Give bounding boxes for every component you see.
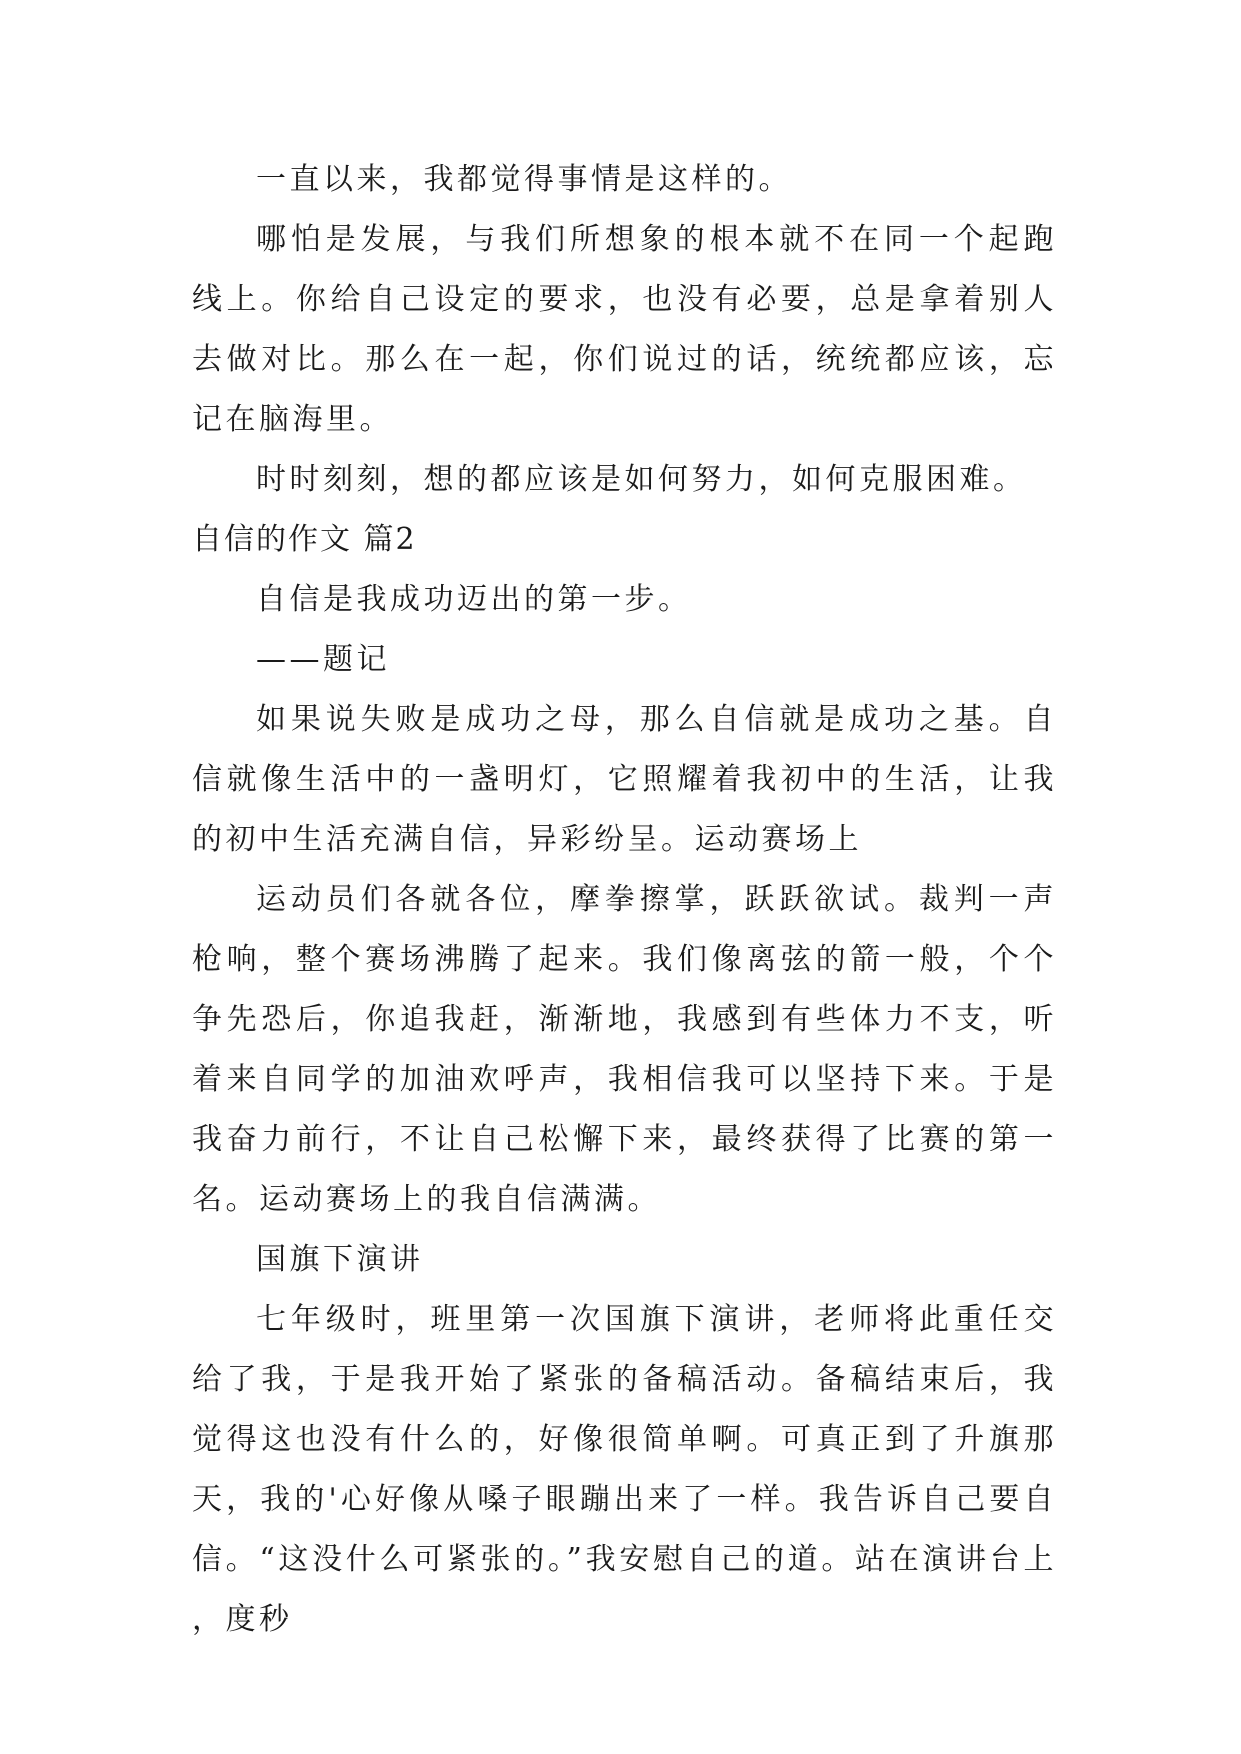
paragraph: 运动员们各就各位，摩拳擦掌，跃跃欲试。裁判一声枪响，整个赛场沸腾了起来。我们像离弦的箭一般，个个争先恐后，你追我赶，渐渐地，我感到有些体力不支，听着来自同学的加油欢呼声，我相信我可以坚持下来。于是我奋力前行，不让自己松懈下来，最终获得了比赛的第一名。运动赛场上的我自信满满。 xyxy=(192,882,1057,1217)
paragraph: 七年级时，班里第一次国旗下演讲，老师将此重任交给了我，于是我开始了紧张的备稿活动。备稿结束后，我觉得这也没有什么的，好像很简单啊。可真正到了升旗那天，我的'心好像从嗓子眼蹦出来了一样。我告诉自己要自信。“这没什么可紧张的。”我安慰自己的道。站在演讲台上，度秒 xyxy=(192,1302,1057,1637)
paragraph: 如果说失败是成功之母，那么自信就是成功之基。自信就像生活中的一盏明灯，它照耀着我初中的生活，让我的初中生活充满自信，异彩纷呈。运动赛场上 xyxy=(192,702,1057,857)
paragraph: 自信是我成功迈出的第一步。 xyxy=(256,582,692,617)
paragraph: 时时刻刻，想的都应该是如何努力，如何克服困难。 xyxy=(256,462,1027,497)
paragraph: 哪怕是发展，与我们所想象的根本就不在同一个起跑线上。你给自己设定的要求，也没有必要，总是拿着别人去做对比。那么在一起，你们说过的话，统统都应该，忘记在脑海里。 xyxy=(192,222,1057,437)
subheading: 国旗下演讲 xyxy=(256,1242,424,1277)
paragraph: 一直以来，我都觉得事情是这样的。 xyxy=(256,162,792,197)
epigraph-attribution: ——题记 xyxy=(256,642,390,677)
section-heading: 自信的作文 篇2 xyxy=(192,522,417,557)
document-body xyxy=(192,150,1057,1650)
